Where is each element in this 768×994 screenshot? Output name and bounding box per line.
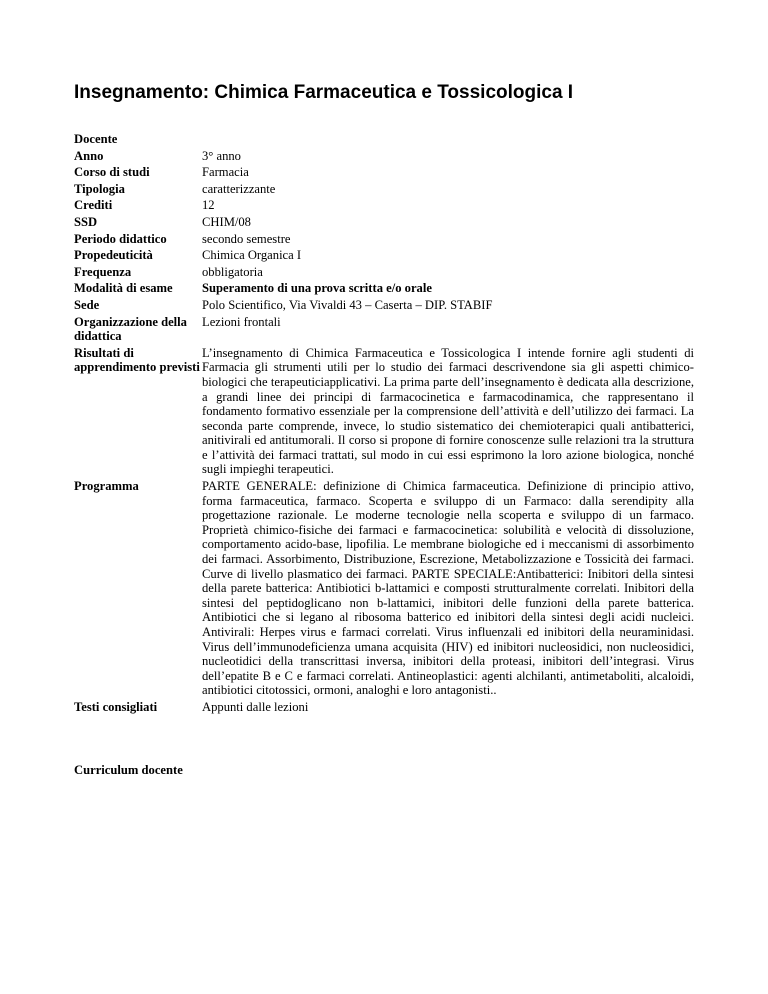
row-anno: [74, 149, 694, 166]
label-programma: Programma: [74, 479, 139, 494]
label-frequenza: Frequenza: [74, 264, 132, 279]
row-crediti: [74, 198, 694, 215]
row-sede: [74, 298, 694, 315]
value-ssd: CHIM/08: [202, 214, 251, 229]
value-organizzazione-didattica: Lezioni frontali: [202, 314, 281, 329]
value-crediti: 12: [202, 198, 215, 213]
row-spacer: [74, 717, 694, 763]
label-periodo-didattico: Periodo didattico: [74, 231, 167, 246]
row-modalita-di-esame: [74, 281, 694, 298]
label-sede: Sede: [74, 297, 100, 312]
row-periodo-didattico: [74, 232, 694, 249]
value-propedeuticita: Chimica Organica I: [202, 248, 302, 263]
value-frequenza: obbligatoria: [202, 264, 263, 279]
row-ssd: [74, 215, 694, 232]
row-propedeuticita: [74, 248, 694, 265]
label-modalita-di-esame: Modalità di esame: [74, 281, 173, 296]
label-anno: Anno: [74, 148, 104, 163]
row-risultati-apprendimento: [74, 346, 694, 479]
label-propedeuticita: Propedeuticità: [74, 248, 153, 263]
row-corso-di-studi: [74, 165, 694, 182]
page-title: Insegnamento: Chimica Farmaceutica e Tossicologica I: [74, 82, 574, 103]
row-curriculum-docente: [74, 763, 694, 780]
value-sede: Polo Scientifico, Via Vivaldi 43 – Caserta – DIP. STABIF: [202, 297, 493, 312]
label-crediti: Crediti: [74, 198, 113, 213]
label-docente: Docente: [74, 132, 118, 146]
value-testi-consigliati: Appunti dalle lezioni: [202, 699, 309, 714]
label-ssd: SSD: [74, 214, 98, 229]
document-page: [74, 82, 694, 779]
course-info-table: [74, 132, 694, 779]
value-corso-di-studi: Farmacia: [202, 165, 249, 180]
label-testi-consigliati: Testi consigliati: [74, 699, 158, 714]
row-tipologia: [74, 182, 694, 199]
label-organizzazione-didattica: Organizzazione della didattica: [74, 314, 187, 344]
value-periodo-didattico: secondo semestre: [202, 231, 291, 246]
row-docente: [74, 132, 694, 149]
value-modalita-di-esame: Superamento di una prova scritta e/o orale: [202, 281, 432, 296]
row-testi-consigliati: [74, 700, 694, 717]
label-tipologia: Tipologia: [74, 181, 125, 196]
row-organizzazione-didattica: [74, 315, 694, 346]
row-programma: [74, 479, 694, 700]
row-frequenza: [74, 265, 694, 282]
value-anno: 3° anno: [202, 148, 241, 163]
value-risultati-apprendimento: L’insegnamento di Chimica Farmaceutica e Tossicologica I intende fornire agli studenti di Farmacia gli strumenti utili per lo studio dei farmaci descrivendone sia gli aspetti chimico-biologici che terapeuticiapplicativi. La prima parte dell’insegnamento è dedicata alla descrizione, a grandi linee dei principi di farmacocinetica e farmacodinamica, che rappresentano il fondamento formativo essenziale per la comprensione dell’attività e dell’utilizzo dei farmaci. La seconda parte comprende, invece, lo studio sistematico dei chemioterapici quali antibatterici, anitivirali ed antitumorali. Il corso si propone di fornire conoscenze sulle relazioni tra la struttura e l’attività dei farmaci trattati, sul modo in cui essi esprimono la loro azione biologica, nonché sugli impieghi terapeutici.: [202, 345, 694, 477]
value-docente: [202, 132, 694, 149]
label-curriculum-docente: Curriculum docente: [74, 762, 183, 777]
value-tipologia: caratterizzante: [202, 181, 276, 196]
value-programma: PARTE GENERALE: definizione di Chimica farmaceutica. Definizione di principio attivo, forma farmaceutica, farmaco. Scoperta e sviluppo di un Farmaco: dalla serendipity alla progettazione razionale. Le moderne tecnologie nella scoperta e sviluppo di un farmaco. Proprietà chimico-fisiche dei farmaci e farmacocinetica: solubilità e velocità di dissoluzione, comportamento acido-base, lipofilia. Le membrane biologiche ed i meccanismi di assorbimento dei farmaci. Assorbimento, Distribuzione, Escrezione, Metabolizzazione e Tossicità dei farmaci. Curve di livello plasmatico dei farmaci. PARTE SPECIALE:Antibatterici: Inibitori della sintesi della parete batterica: Antibiotici b-lattamici e composti strutturalmente correlati. Inibitori della sintesi del peptidoglicano non b-lattamici, inibitori delle funzioni della parete batterica. Antibiotici che si legano al ribosoma batterico ed inibitori della sintesi degli acidi nucleici. Antivirali: Herpes virus e farmaci correlati. Virus influenzali ed inibitori della neuraminidasi. Virus dell’immunodeficienza umana acquisita (HIV) ed inibitori nucleosidici, non nucleosidici, nucleotidici della transcrittasi inversa, inibitori della proteasi, inibitori dell’integrasi. Virus dell’epatite B e C e farmaci correlati. Antineoplastici: agenti alchilanti, antimetaboliti, alcaloidi, antibiotici citotossici, ormoni, analoghi e loro antagonisti..: [202, 479, 694, 698]
label-corso-di-studi: Corso di studi: [74, 165, 150, 180]
value-curriculum-docente: [202, 763, 694, 780]
label-risultati-apprendimento: Risultati di apprendimento previsti: [74, 345, 200, 375]
